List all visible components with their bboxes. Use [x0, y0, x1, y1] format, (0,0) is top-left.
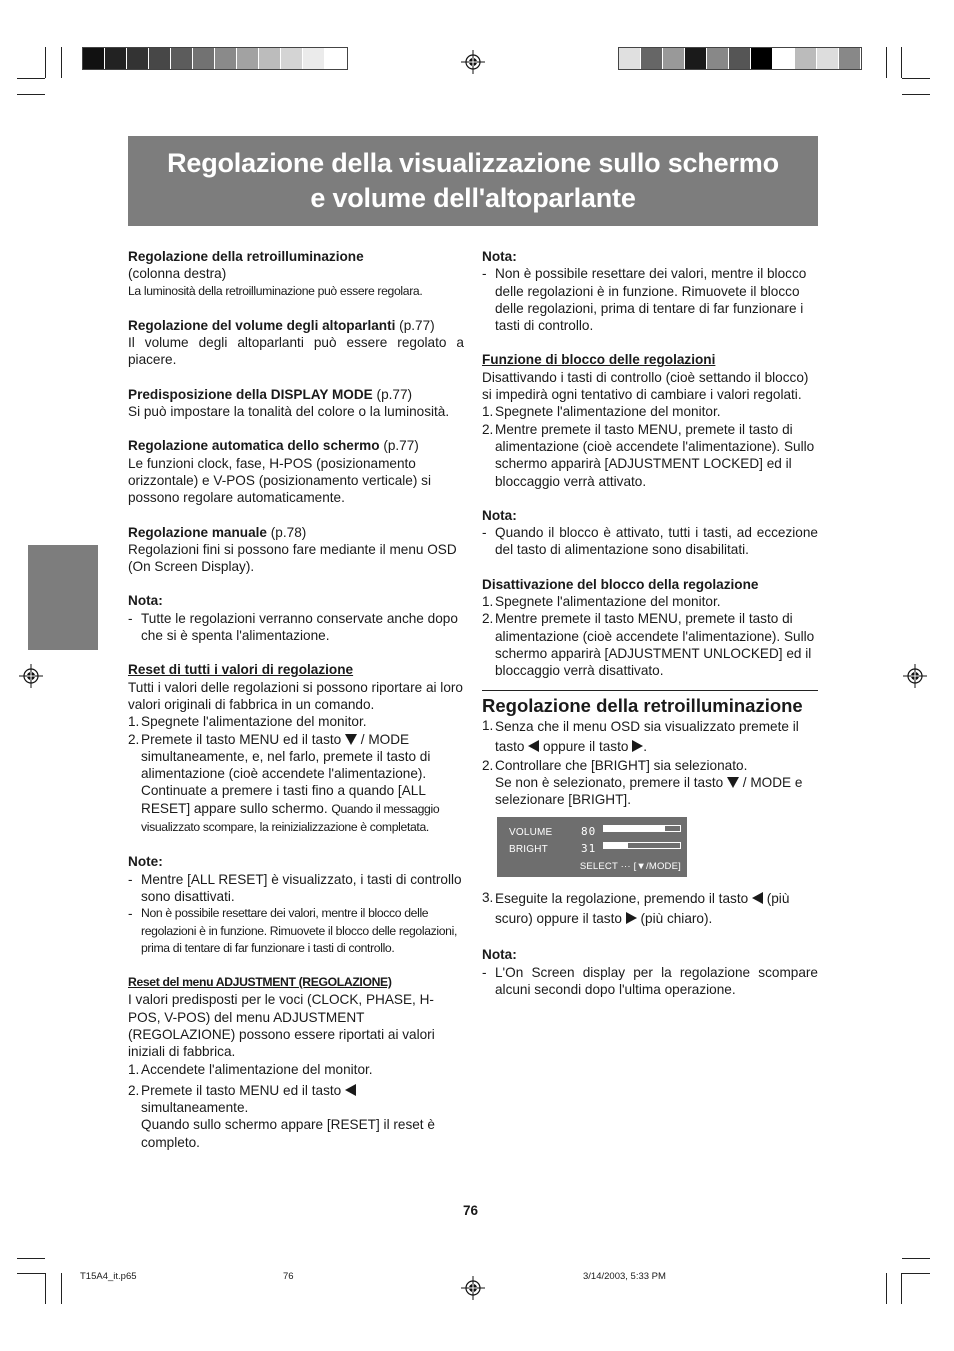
list-item: 1. Spegnete l'alimentazione del monitor. [482, 404, 721, 420]
color-calibration-bar-left [82, 47, 348, 70]
osd-bright-value: 31 [581, 842, 597, 856]
page-number: 76 [463, 1203, 479, 1218]
note-heading: Nota: [482, 507, 517, 523]
page-title [128, 136, 818, 226]
section-heading: Funzione di blocco delle regolazioni [482, 352, 716, 368]
page-title-line-1: Regolazione della visualizzazione sullo schermo [167, 148, 779, 178]
section-heading: Reset di tutti i valori di regolazione [128, 662, 354, 678]
page-reference: (p.77) [372, 386, 413, 402]
registration-mark-icon [461, 50, 485, 74]
list-item: 1. Senza che il menu OSD sia visualizzato premete il tasto oppure il tasto . [482, 717, 799, 754]
section-text: I valori predisposti per le voci (CLOCK, PHASE, H-POS, V-POS) del menu ADJUSTMENT (REGOLAZIONE) possono essere riportati ai valori iniziali di fabbrica. [128, 992, 435, 1060]
section-heading: Regolazione della retroilluminazione [128, 249, 364, 264]
note-heading: Nota: [128, 593, 163, 609]
note-heading: Note: [128, 854, 163, 870]
section-text: Regolazioni fini si possono fare mediante il menu OSD (On Screen Display). [128, 541, 457, 575]
osd-bright-label: BRIGHT [509, 844, 548, 856]
list-item: - Tutte le regolazioni verranno conservate anche dopo che si è spenta l'alimentazione. [128, 610, 458, 644]
note-heading: Nota: [482, 249, 517, 264]
list-item: - Quando il blocco è attivato, tutti i tasti, ad eccezione del tasto di alimentazione sono disabilitati. [482, 525, 818, 558]
list-item: 2. Premete il tasto MENU ed il tasto simultaneamente. Quando sullo schermo appare [RESET] il reset è completo. [128, 1082, 435, 1150]
list-item: - L'On Screen display per la regolazione scompare alcuni secondi dopo l'ultima operazione. [482, 964, 818, 998]
section-text: La luminosità della retroilluminazione può essere regolara. [128, 283, 423, 298]
list-item: 2. Premete il tasto MENU ed il tasto / MODE simultaneamente, e, nel farlo, premete il tasto di alimentazione (cioè accendete l'alimentazione). Continuate a premere i tasti fino a quando [ALL RESET] appare sullo schermo. Quando il messaggio visualizzato scompare, la reinizializzazione è completata. [128, 731, 440, 835]
section-subheading: (colonna destra) [128, 266, 227, 282]
osd-select-hint: SELECT ··· [▼/MODE] [579, 861, 681, 873]
triangle-left-icon [345, 1084, 356, 1096]
section-text: Le funzioni clock, fase, H-POS (posizionamento orizzontale) e V-POS (posizionamento verticale) si possono regolare automaticamente. [128, 455, 431, 506]
list-item: 1. Spegnete l'alimentazione del monitor. [128, 714, 367, 730]
triangle-left-icon [752, 892, 763, 904]
section-heading: Regolazione del volume degli altoparlanti [128, 317, 396, 333]
section-text: Si può impostare la tonalità del colore o la luminosità. [128, 404, 450, 420]
list-item: 1. Spegnete l'alimentazione del monitor. [482, 594, 721, 610]
list-item: - Non è possibile resettare dei valori, mentre il blocco delle regolazioni è in funzione. Rimuovete il blocco delle regolazioni, prima di tentare di far funzionare i tasti di controllo. [128, 906, 457, 955]
registration-mark-icon [461, 1276, 485, 1300]
list-item: 1. Accendete l'alimentazione del monitor. [128, 1061, 373, 1077]
list-item: - Mentre [ALL RESET] è visualizzato, i tasti di controllo sono disattivati. [128, 871, 462, 904]
triangle-left-icon [528, 740, 539, 752]
section-heading: Regolazione automatica dello schermo [128, 438, 380, 454]
section-text: Disattivando i tasti di controllo (cioè settando il blocco) si impedirà ogni tentativo di cambiare i valori regolati. [482, 369, 809, 403]
triangle-down-icon [727, 777, 739, 788]
footer-file-name: T15A4_it.p65 [80, 1271, 137, 1282]
list-item: - Non è possibile resettare dei valori, mentre il blocco delle regolazioni è in funzione. Rimuovete il blocco delle regolazioni, prima di tentare di far funzionare i tasti di controllo. [482, 266, 807, 334]
section-text: Tutti i valori delle regolazioni si possono riportare ai loro valori originali di fabbrica in un comando. [128, 679, 463, 712]
triangle-right-icon [626, 912, 637, 924]
section-tab [28, 545, 98, 650]
section-heading: Predisposizione della DISPLAY MODE [128, 386, 373, 402]
registration-mark-icon [903, 664, 927, 688]
section-heading: Disattivazione del blocco della regolazione [482, 576, 759, 592]
footer-page: 76 [283, 1271, 294, 1282]
list-item: 3. Eseguite la regolazione, premendo il tasto (più scuro) oppure il tasto (più chiaro). [482, 890, 790, 927]
note-heading: Nota: [482, 947, 517, 963]
list-item: 2. Mentre premete il tasto MENU, premete il tasto di alimentazione (cioè accendete l'alimentazione). Sullo schermo apparirà [ADJUSTMENT LOCKED] ed il bloccaggio verrà attivato. [482, 421, 815, 489]
page-reference: (p.77) [395, 317, 435, 333]
left-column [128, 248, 464, 1151]
osd-bright-bar [603, 842, 681, 849]
section-text: Il volume degli altoparlanti può essere regolato a piacere. [128, 335, 464, 368]
color-calibration-bar-right [618, 47, 862, 70]
section-heading: Regolazione della retroilluminazione [482, 694, 803, 716]
osd-volume-bar [603, 825, 681, 832]
page-reference: (p.77) [379, 438, 419, 454]
divider [482, 690, 818, 691]
osd-volume-value: 80 [581, 825, 597, 839]
right-column [482, 248, 818, 998]
registration-mark-icon [19, 664, 43, 688]
section-heading: Regolazione manuale [128, 524, 267, 540]
list-item: 2. Controllare che [BRIGHT] sia selezionato. Se non è selezionato, premere il tasto / MODE e selezionare [BRIGHT]. [482, 757, 803, 808]
triangle-down-icon [345, 734, 357, 745]
page-title-line-2: e volume dell'altoparlante [310, 183, 636, 213]
osd-brightness-panel [497, 817, 687, 877]
page-reference: (p.78) [267, 524, 307, 540]
list-item: 2. Mentre premete il tasto MENU, premete il tasto di alimentazione (cioè accendete l'alimentazione). Sullo schermo apparirà [ADJUSTMENT UNLOCKED] ed il bloccaggio verrà disattivato. [482, 611, 815, 679]
section-heading: Reset del menu ADJUSTMENT (REGOLAZIONE) [128, 975, 392, 990]
footer-date: 3/14/2003, 5:33 PM [583, 1271, 666, 1282]
osd-volume-label: VOLUME [509, 827, 553, 839]
triangle-right-icon [632, 740, 643, 752]
